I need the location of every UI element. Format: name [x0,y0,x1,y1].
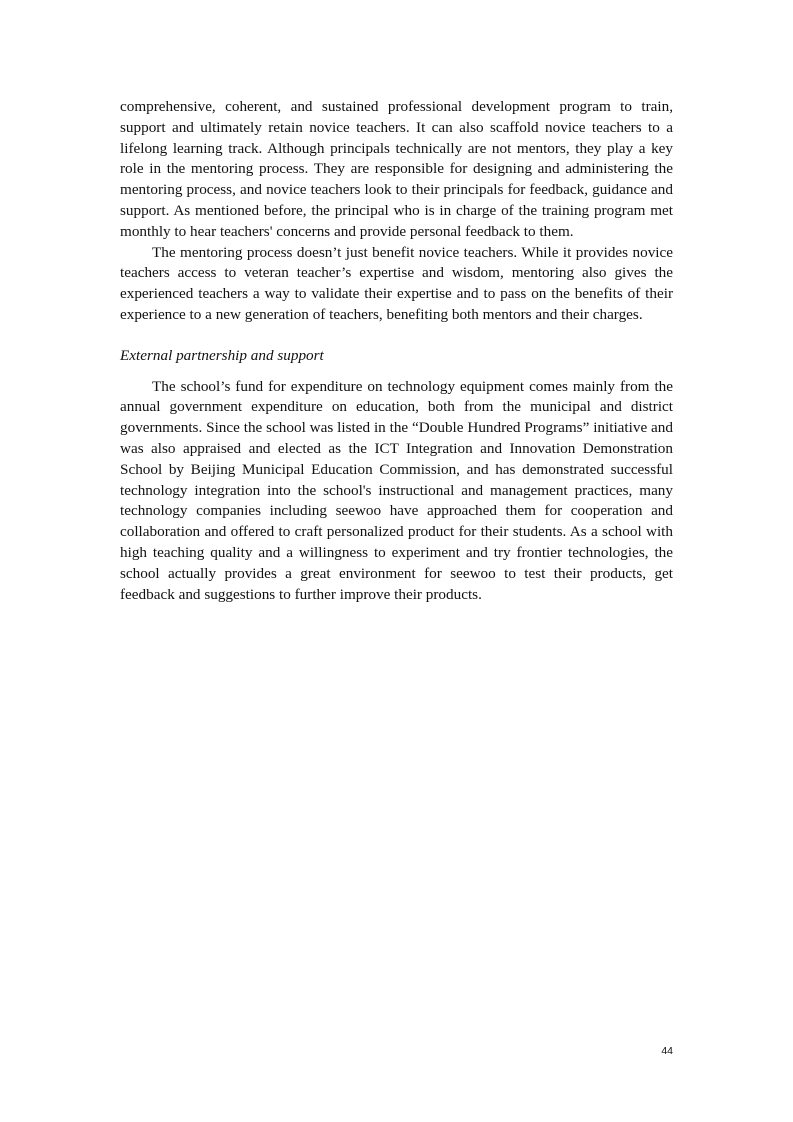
paragraph-mentoring-program: comprehensive, coherent, and sustained professional development program to train, support and ultimately retain novice teachers. It can also scaffold novice teachers to a lifelong learning track. Although principals technically are not mentors, they play a key role in the mentoring process. They are responsible for designing and administering the mentoring process, and novice teachers look to their principals for feedback, guidance and support. As mentioned before, the principal who is in charge of the training program met monthly to hear teachers' concerns and provide personal feedback to them. [120,98,673,240]
paragraph-external-partnership: The school’s fund for expenditure on technology equipment comes mainly from the annual government expenditure on education, both from the municipal and district governments. Since the school was listed in the “Double Hundred Programs” initiative and was also appraised and elected as the ICT Integration and Innovation Demonstration School by Beijing Municipal Education Commission, and has demonstrated successful technology integration into the school's instructional and management practices, many technology companies including seewoo have approached them for cooperation and collaboration and offered to craft personalized product for their students. As a school with high teaching quality and a willingness to experiment and try frontier technologies, the school actually provides a great environment for seewoo to test their products, get feedback and suggestions to further improve their products. [120,377,673,603]
section-heading: External partnership and support [120,346,324,364]
page-number: 44 [661,1045,673,1057]
paragraph-mentoring-benefits: The mentoring process doesn’t just benefit novice teachers. While it provides novice teachers access to veteran teacher’s expertise and wisdom, mentoring also gives the experienced teachers a way to validate their expertise and to pass on the benefits of their experience to a new generation of teachers, benefiting both mentors and their charges. [120,243,673,323]
page-body [120,97,673,605]
